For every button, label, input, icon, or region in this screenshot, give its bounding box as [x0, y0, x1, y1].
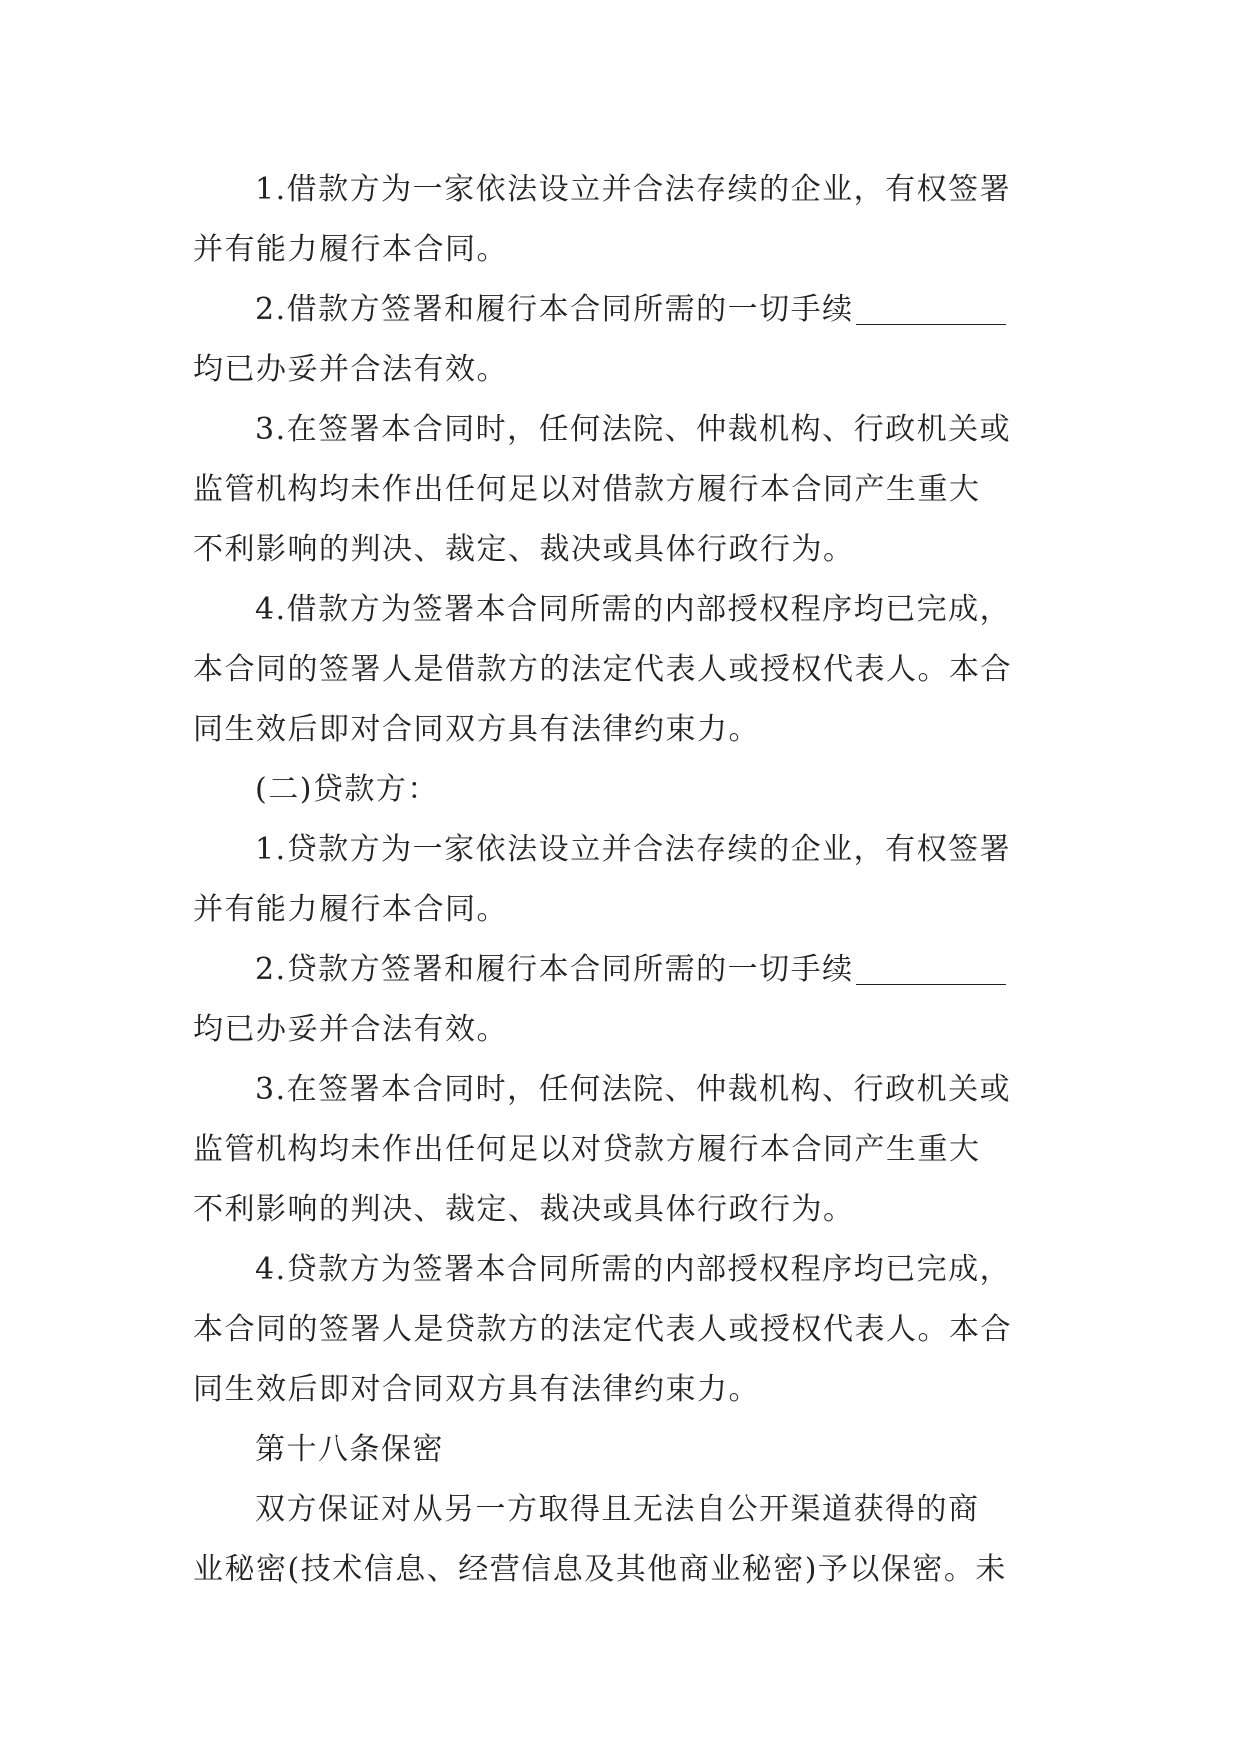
text-line: 3.在签署本合同时，任何法院、仲裁机构、行政机关或 — [255, 412, 1012, 447]
text-line: 均已办妥并合法有效。 — [193, 352, 508, 387]
text-line: 同生效后即对合同双方具有法律约束力。 — [193, 1372, 760, 1407]
text-line: 2.贷款方签署和履行本合同所需的一切手续 — [193, 940, 1048, 1000]
text-line: 同生效后即对合同双方具有法律约束力。 — [193, 712, 760, 747]
text-line: 本合同的签署人是贷款方的法定代表人或授权代表人。本合 — [193, 1312, 1012, 1347]
fill-in-blank — [856, 280, 1006, 325]
text-line: 2.借款方签署和履行本合同所需的一切手续 — [193, 280, 1048, 340]
text-line: 双方保证对从另一方取得且无法自公开渠道获得的商 — [255, 1492, 980, 1527]
text-line: 1.贷款方为一家依法设立并合法存续的企业，有权签署 — [255, 832, 1012, 867]
text-line: 监管机构均未作出任何足以对借款方履行本合同产生重大 — [193, 472, 981, 507]
fill-in-blank — [856, 940, 1006, 985]
text-line: 并有能力履行本合同。 — [193, 892, 508, 927]
text-line: 不利影响的判决、裁定、裁决或具体行政行为。 — [193, 532, 855, 567]
text-line: 并有能力履行本合同。 — [193, 232, 508, 267]
text-line: 均已办妥并合法有效。 — [193, 1012, 508, 1047]
text-line: 1.借款方为一家依法设立并合法存续的企业，有权签署 — [255, 172, 1012, 207]
text-line: 不利影响的判决、裁定、裁决或具体行政行为。 — [193, 1192, 855, 1227]
section-heading: (二)贷款方： — [255, 772, 439, 807]
text-line: 监管机构均未作出任何足以对贷款方履行本合同产生重大 — [193, 1132, 981, 1167]
article-heading: 第十八条保密 — [255, 1432, 444, 1467]
text-line: 业秘密(技术信息、经营信息及其他商业秘密)予以保密。未 — [193, 1552, 1007, 1587]
text-line: 4.贷款方为签署本合同所需的内部授权程序均已完成， — [255, 1252, 1012, 1287]
text-line: 3.在签署本合同时，任何法院、仲裁机构、行政机关或 — [255, 1072, 1012, 1107]
document-body — [193, 160, 1048, 1600]
text-line: 4.借款方为签署本合同所需的内部授权程序均已完成， — [255, 592, 1012, 627]
text-line: 本合同的签署人是借款方的法定代表人或授权代表人。本合 — [193, 652, 1012, 687]
